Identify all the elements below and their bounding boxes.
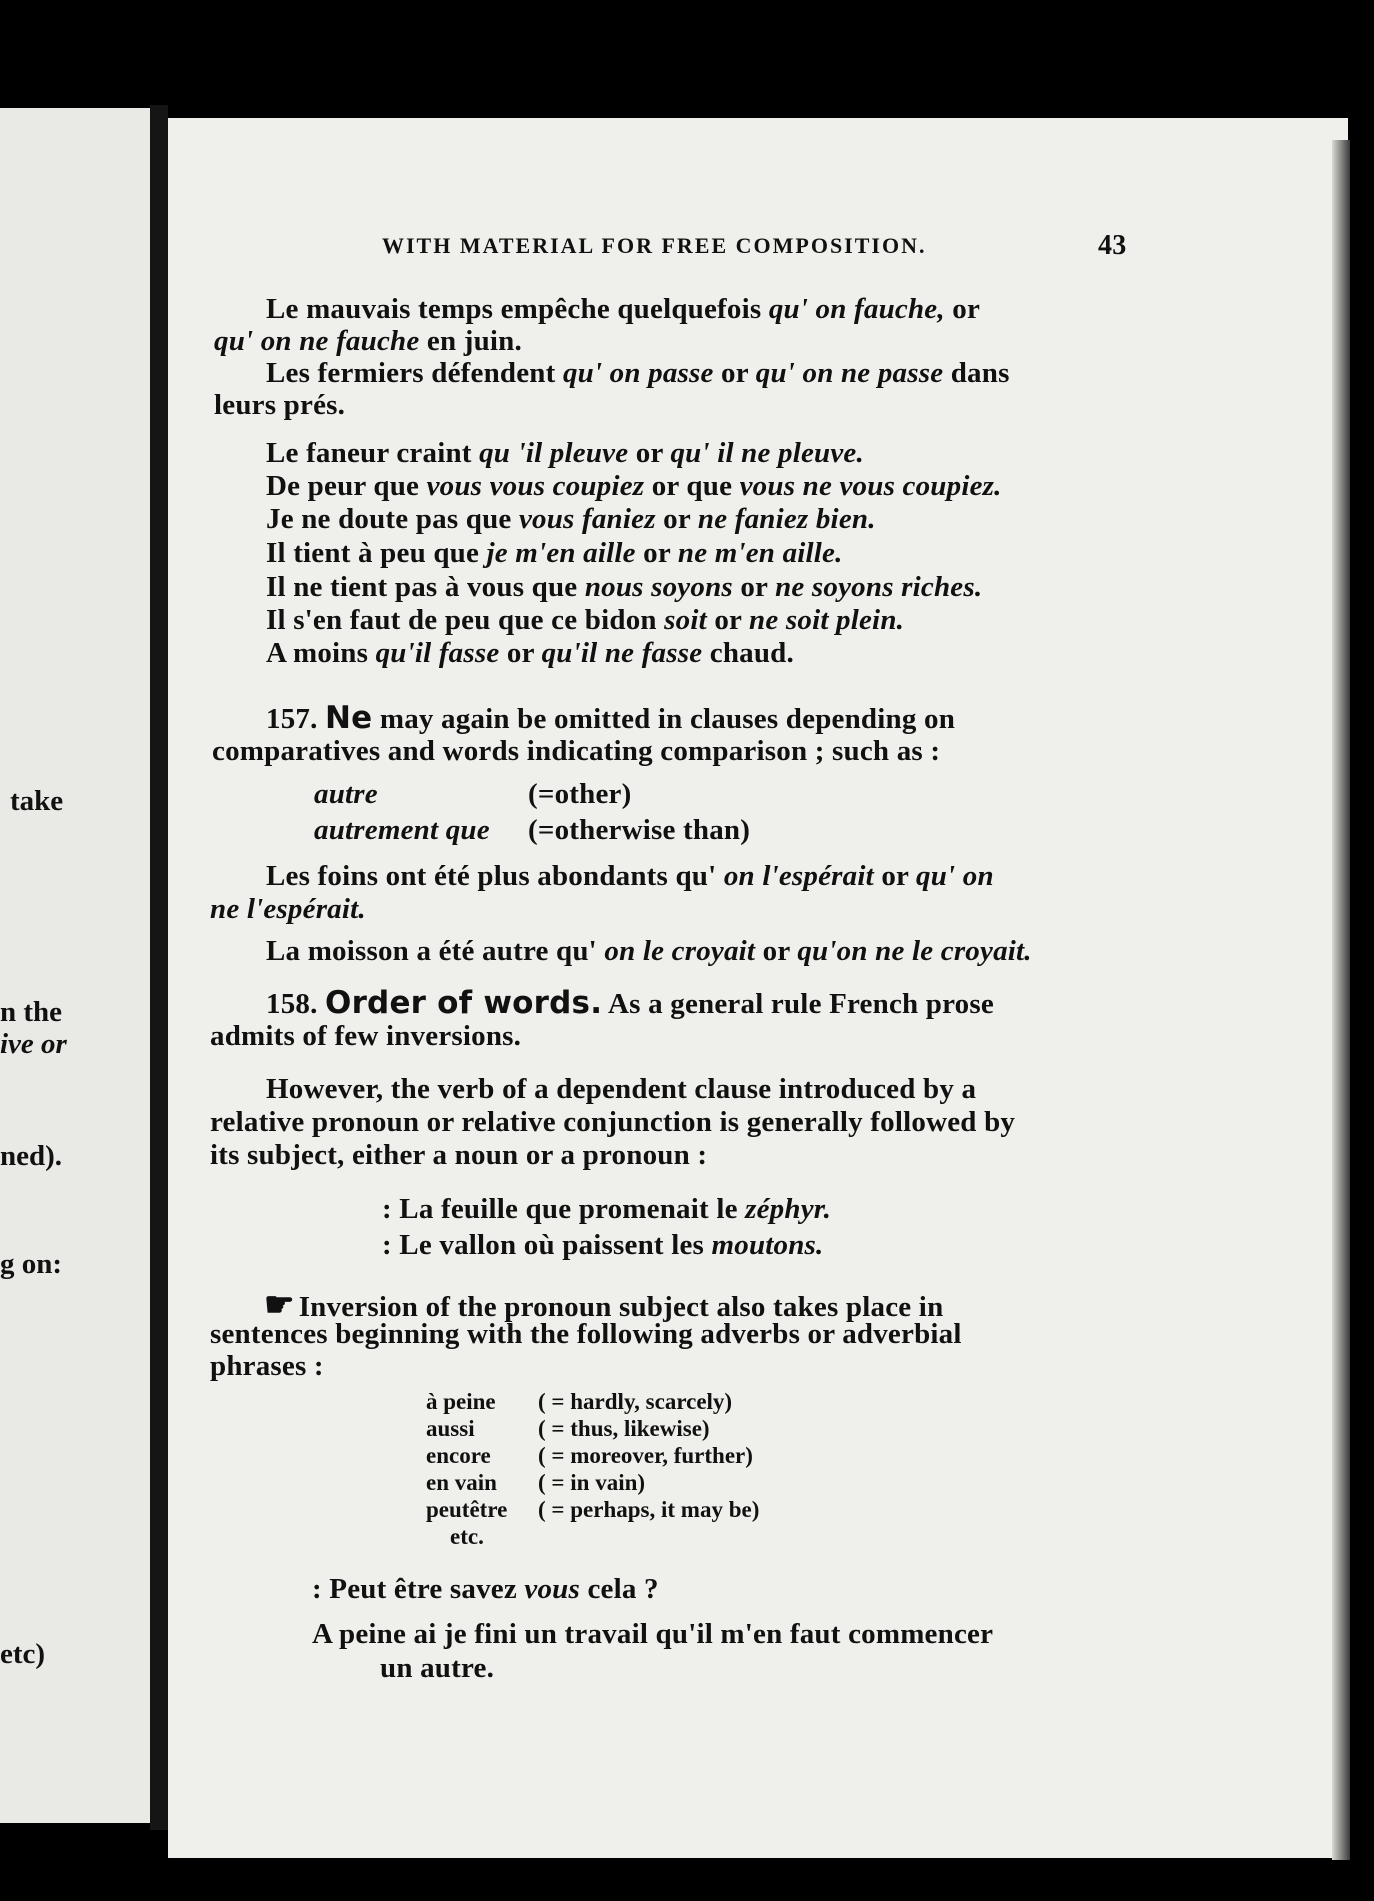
adverb-etc: etc. [450, 1524, 484, 1549]
left-page-fragment [0, 108, 150, 1823]
running-title: WITH MATERIAL FOR FREE COMPOSITION. [382, 233, 927, 258]
example-line: : La feuille que promenait le zéphyr. [382, 1193, 832, 1225]
adverb-row: en vain ( = in vain) [426, 1470, 646, 1495]
example-line: qu' on ne fauche en juin. [214, 325, 522, 357]
term-gloss: (=other) [528, 778, 632, 810]
section-157-line: 157. Ne may again be omitted in clauses depending on [266, 700, 956, 736]
example-line: Les fermiers défendent qu' on passe or qu' on ne passe dans [266, 357, 1010, 389]
example-line: Je ne doute pas que vous faniez or ne faniez bien. [266, 503, 876, 535]
example-line: Les foins ont été plus abondants qu' on l'espérait or qu' on [266, 860, 994, 892]
example-line: A moins qu'il fasse or qu'il ne fasse chaud. [266, 637, 794, 669]
left-fragment: ive or [0, 1028, 67, 1060]
term: autrement que [314, 814, 490, 846]
section-158-line: 158. Order of words. As a general rule French prose [266, 985, 994, 1021]
adverb-row: peutêtre ( = perhaps, it may be) [426, 1497, 760, 1522]
adverb-list [426, 1388, 759, 1550]
example-line: leurs prés. [214, 389, 346, 421]
example-line: Il s'en faut de peu que ce bidon soit or ne soit plein. [266, 604, 905, 636]
note-line: phrases : [210, 1350, 324, 1382]
pointing-hand-icon: ☛ [264, 1287, 295, 1324]
page-number: 43 [1098, 230, 1127, 261]
example-line: Il tient à peu que je m'en aille or ne m'en aille. [266, 537, 843, 569]
left-fragment: ned). [0, 1140, 63, 1172]
adverb-row: aussi ( = thus, likewise) [426, 1416, 710, 1441]
left-fragment: n the [0, 996, 63, 1028]
term-gloss: (=otherwise than) [528, 814, 751, 846]
section-157-line: comparatives and words indicating comparison ; such as : [212, 735, 941, 767]
example-line: De peur que vous vous coupiez or que vous ne vous coupiez. [266, 470, 1002, 502]
paragraph-line: However, the verb of a dependent clause introduced by a [266, 1073, 977, 1105]
example-line: : Le vallon où paissent les moutons. [382, 1229, 824, 1261]
example-line: Le mauvais temps empêche quelquefois qu' on fauche, or [266, 293, 981, 325]
section-158-line: admits of few inversions. [210, 1020, 522, 1052]
section-number: 157. [266, 703, 318, 735]
section-heading: Order of words. [325, 985, 603, 1021]
left-fragment: g on: [0, 1248, 63, 1280]
note-line: sentences beginning with the following adverbs or adverbial [210, 1318, 962, 1350]
paragraph-line: relative pronoun or relative conjunction is generally followed by [210, 1106, 1016, 1138]
example-line: Il ne tient pas à vous que nous soyons or ne soyons riches. [266, 571, 983, 603]
adverb-row: encore ( = moreover, further) [426, 1443, 753, 1468]
term: autre [314, 778, 378, 810]
example-line: un autre. [380, 1652, 495, 1684]
adverb-row: à peine ( = hardly, scarcely) [426, 1389, 733, 1414]
page-edge [1332, 140, 1350, 1860]
example-line: ne l'espérait. [210, 893, 366, 925]
example-line: A peine ai je fini un travail qu'il m'en faut commencer [312, 1618, 994, 1650]
left-fragment: take [10, 785, 64, 817]
example-line: : Peut être savez vous cela ? [312, 1573, 659, 1605]
section-number: 158. [266, 988, 318, 1020]
example-line: Le faneur craint qu 'il pleuve or qu' il ne pleuve. [266, 437, 864, 469]
section-keyword: Ne [325, 700, 373, 736]
example-line: La moisson a été autre qu' on le croyait or qu'on ne le croyait. [266, 935, 1032, 967]
book-gutter [150, 105, 168, 1830]
paragraph-line: its subject, either a noun or a pronoun : [210, 1139, 708, 1171]
note-line: ☛ Inversion of the pronoun subject also takes place in [264, 1287, 944, 1324]
left-fragment: etc) [0, 1638, 46, 1670]
